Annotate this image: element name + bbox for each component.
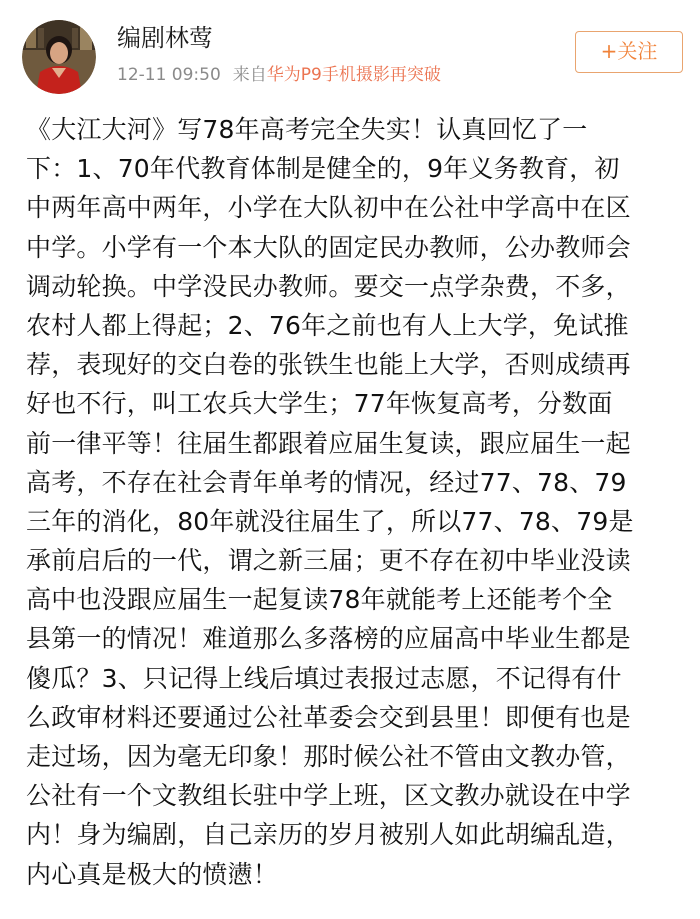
post-text-line: 公社有一个文教组长驻中学上班，区文教办就设在中学 — [26, 781, 631, 811]
post-text-line: 高中也没跟应届生一起复读78年就能考上还能考个全 — [26, 585, 613, 615]
post-text-line: 走过场，因为毫无印象！那时候公社不管由文教办管， — [26, 742, 631, 771]
post-content — [26, 110, 680, 894]
post-text-line: 农村人都上得起；2、76年之前也有人上大学，免试推 — [26, 310, 629, 340]
post-text-line: 县第一的情况！难道那么多落榜的应届高中毕业生都是 — [26, 624, 631, 654]
source-link[interactable]: 华为P9手机摄影再突破 — [266, 65, 441, 85]
post-text-line: 中学。小学有一个本大队的固定民办教师，公办教师会 — [26, 232, 631, 262]
post-text-line: 三年的消化，80年就没往届生了，所以77、78、79是 — [26, 506, 634, 536]
follow-button[interactable]: +关注 — [575, 31, 683, 73]
post-text-line: 高考，不存在社会青年单考的情况，经过77、78、79 — [26, 467, 627, 497]
author-name[interactable]: 编剧林莺 — [117, 24, 213, 52]
post-text-line: 内心真是极大的愤懑！ — [26, 859, 279, 889]
post-meta — [117, 64, 441, 86]
post-text-line: 内！身为编剧，自己亲历的岁月被别人如此胡编乱造， — [26, 820, 631, 850]
post-time: 12-11 09:50 — [117, 65, 221, 85]
post-text-line: 承前启后的一代，谓之新三届；更不存在初中毕业没读 — [26, 546, 631, 576]
post-text-line: 《大江大河》写78年高考完全失实！认真回忆了一 — [26, 115, 588, 144]
post-text-line: 傻瓜？3、只记得上线后填过表报过志愿，不记得有什 — [26, 663, 622, 693]
avatar[interactable] — [22, 20, 96, 94]
post-text-line: 下：1、70年代教育体制是健全的，9年义务教育，初 — [26, 154, 620, 184]
post-text-line: 好也不行，叫工农兵大学生；77年恢复高考，分数面 — [26, 389, 613, 419]
post-text-line: 调动轮换。中学没民办教师。要交一点学杂费，不多， — [26, 271, 631, 301]
post-text-line: 荐，表现好的交白卷的张铁生也能上大学，否则成绩再 — [26, 350, 631, 380]
post-text-line: 前一律平等！往届生都跟着应届生复读，跟应届生一起 — [26, 428, 631, 458]
post-text-line: 中两年高中两年，小学在大队初中在公社中学高中在区 — [26, 193, 631, 223]
source-prefix: 来自 — [232, 65, 267, 85]
post-header — [0, 0, 700, 100]
post-text-line: 么政审材料还要通过公社革委会交到县里！即便有也是 — [26, 702, 631, 732]
avatar-image — [22, 20, 96, 94]
